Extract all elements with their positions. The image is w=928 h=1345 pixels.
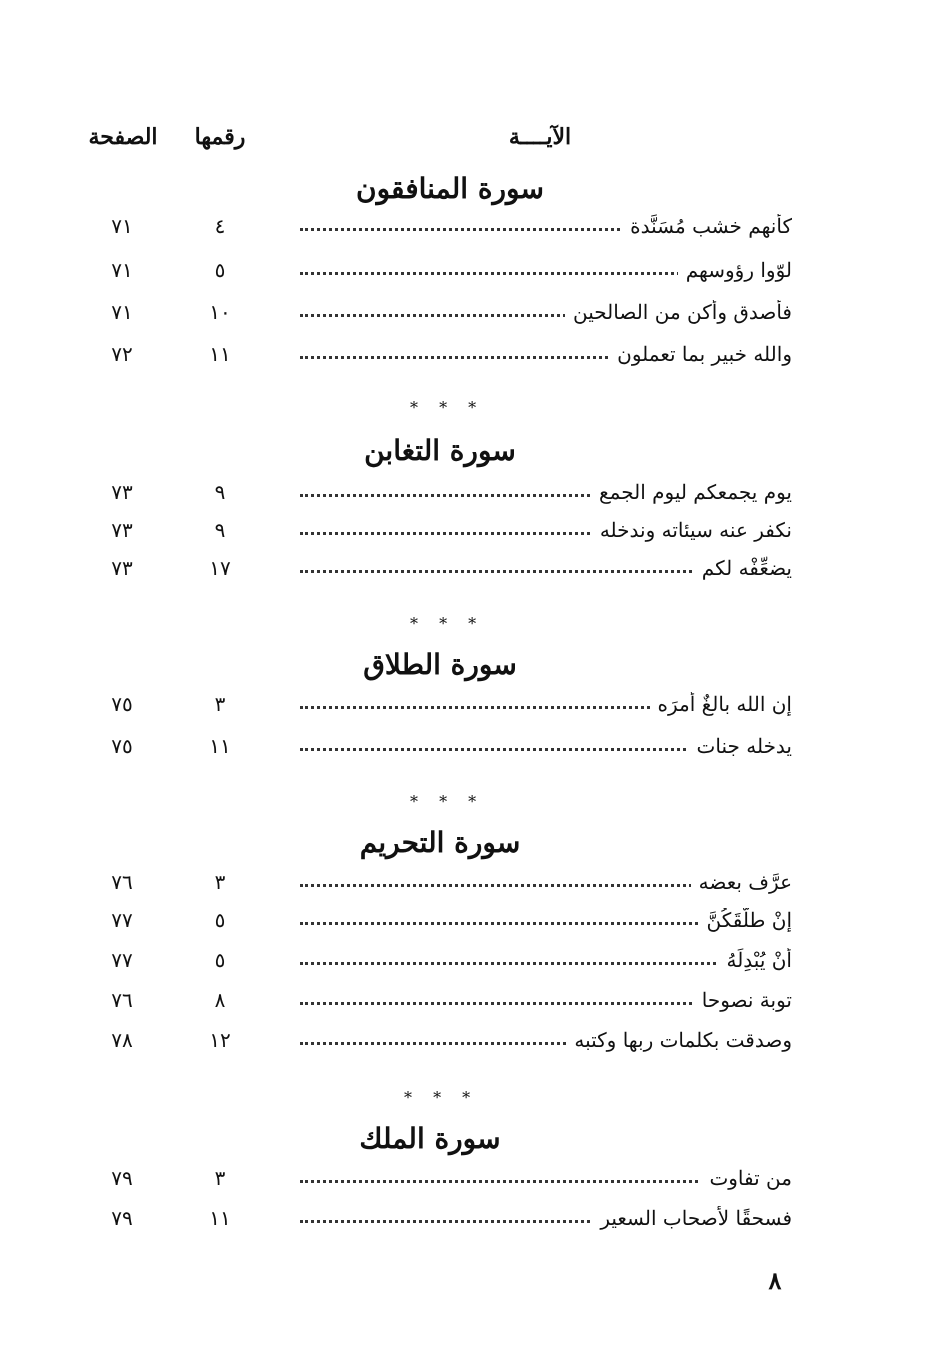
ayah-number: ٥ <box>214 258 226 282</box>
ayah-text: فسحقًا لأصحاب السعير <box>292 1206 792 1230</box>
page-ref: ٧٦ <box>111 988 133 1012</box>
ayah-text: يدخله جنات <box>292 734 792 758</box>
page-ref: ٧١ <box>111 258 133 282</box>
page-ref: ٧٣ <box>111 556 133 580</box>
ayah-text: لوّوا رؤوسهم <box>292 258 792 282</box>
ayah-number: ١٢ <box>209 1028 231 1052</box>
page-ref: ٧١ <box>111 300 133 324</box>
ayah-number: ٩ <box>214 518 226 542</box>
surah-title: سورة الملك <box>359 1122 501 1155</box>
table-header <box>0 124 928 164</box>
surah-title: سورة المنافقون <box>356 172 544 205</box>
ayah-text: عرَّف بعضه <box>292 870 792 894</box>
page-ref: ٧٦ <box>111 870 133 894</box>
surah-title: سورة الطلاق <box>363 648 517 681</box>
ayah-text: إنْ طلَّقَكُنَّ <box>292 908 792 932</box>
page-ref: ٧٩ <box>111 1166 133 1190</box>
page-number: ٨ <box>768 1266 782 1295</box>
ayah-text: من تفاوت <box>292 1166 792 1190</box>
ayah-text: توبة نصوحا <box>292 988 792 1012</box>
ayah-number: ١١ <box>209 342 231 366</box>
ayah-number: ٣ <box>214 870 226 894</box>
ayah-number: ١٠ <box>209 300 231 324</box>
ayah-text: أنْ يُبْدِلَهُ <box>292 948 792 972</box>
ayah-text: يوم يجمعكم ليوم الجمع <box>292 480 792 504</box>
header-page: الصفحة <box>88 124 158 150</box>
page-ref: ٧٧ <box>111 908 133 932</box>
ayah-text: إن الله بالغٌ أمرَه <box>292 692 792 716</box>
page-ref: ٧٣ <box>111 480 133 504</box>
ayah-number: ١١ <box>209 734 231 758</box>
section-separator: * * * <box>404 1088 479 1107</box>
page-ref: ٧٥ <box>111 692 133 716</box>
section-separator: * * * <box>410 614 485 633</box>
index-row <box>0 342 928 382</box>
index-row <box>0 480 928 520</box>
index-row <box>0 692 928 732</box>
ayah-number: ١١ <box>209 1206 231 1230</box>
ayah-number: ١٧ <box>209 556 231 580</box>
ayah-text: والله خبير بما تعملون <box>292 342 792 366</box>
page-ref: ٧٣ <box>111 518 133 542</box>
ayah-text: كأنهم خشب مُسَنَّدة <box>292 214 792 238</box>
header-number: رقمها <box>194 124 246 150</box>
surah-title: سورة التحريم <box>359 826 521 859</box>
index-row <box>0 214 928 254</box>
index-row <box>0 1166 928 1206</box>
surah-title: سورة التغابن <box>364 434 516 467</box>
ayah-number: ٤ <box>214 214 226 238</box>
ayah-text: يضعِّفْه لكم <box>292 556 792 580</box>
index-row <box>0 988 928 1028</box>
index-row <box>0 734 928 774</box>
page-ref: ٧١ <box>111 214 133 238</box>
section-separator: * * * <box>410 792 485 811</box>
index-row <box>0 870 928 910</box>
ayah-number: ٣ <box>214 692 226 716</box>
page-ref: ٧٥ <box>111 734 133 758</box>
ayah-number: ٥ <box>214 908 226 932</box>
ayah-text: فأصدق وأكن من الصالحين <box>292 300 792 324</box>
page-ref: ٧٢ <box>111 342 133 366</box>
section-separator: * * * <box>410 398 485 417</box>
index-row <box>0 258 928 298</box>
ayah-number: ٣ <box>214 1166 226 1190</box>
ayah-number: ٨ <box>214 988 226 1012</box>
index-row <box>0 1028 928 1068</box>
page-ref: ٧٧ <box>111 948 133 972</box>
index-row <box>0 556 928 596</box>
page-ref: ٧٩ <box>111 1206 133 1230</box>
page-ref: ٧٨ <box>111 1028 133 1052</box>
index-row <box>0 948 928 988</box>
index-row <box>0 300 928 340</box>
ayah-number: ٥ <box>214 948 226 972</box>
index-row <box>0 518 928 558</box>
index-row <box>0 1206 928 1246</box>
header-ayah: الآيــــة <box>508 124 572 150</box>
ayah-text: وصدقت بكلمات ربها وكتبه <box>292 1028 792 1052</box>
ayah-text: نكفر عنه سيئاته وندخله <box>292 518 792 542</box>
ayah-number: ٩ <box>214 480 226 504</box>
index-row <box>0 908 928 948</box>
